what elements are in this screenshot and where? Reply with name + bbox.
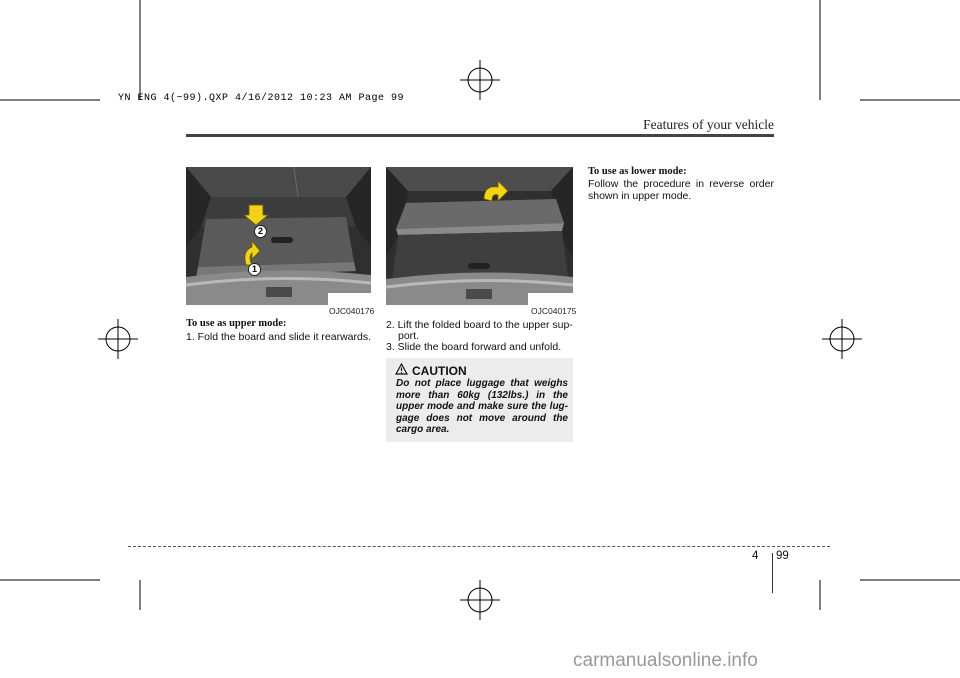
photo-code-tab [328, 293, 371, 305]
photo-code-tab [528, 293, 573, 305]
print-slug: YN ENG 4(~99).QXP 4/16/2012 10:23 AM Page 99 [118, 93, 405, 104]
photo-code-2: OJC040175 [531, 306, 577, 316]
step-2-continuation: port. [398, 330, 420, 342]
header-rule [186, 134, 774, 137]
caution-text: Do not place luggage that weighs more than 60kg (132lbs.) in the upper mode and make sure the lug-gage does not move around the cargo area. [396, 378, 568, 435]
marker-1-badge: 1 [248, 263, 261, 276]
section-title: Features of your vehicle [643, 117, 774, 132]
watermark: carmanualsonline.info [573, 650, 758, 671]
step-1-text: 1. Fold the board and slide it rearwards. [186, 331, 372, 343]
marker-2-badge: 2 [254, 225, 267, 238]
lower-mode-text: Follow the procedure in reverse order shown in upper mode. [588, 178, 774, 202]
chapter-number: 4 [752, 550, 759, 562]
cargo-illustration-2 [386, 167, 573, 305]
lower-mode-subhead: To use as lower mode: [588, 166, 687, 177]
step-3-text: 3. Slide the board forward and unfold. [386, 341, 562, 353]
photo-code-1: OJC040176 [329, 306, 375, 316]
page-separator [772, 553, 773, 593]
page-number: 99 [776, 550, 789, 562]
warning-triangle-icon [395, 363, 408, 375]
cargo-photo-upper-fold [186, 167, 371, 305]
caution-title: CAUTION [412, 364, 467, 378]
upper-mode-subhead: To use as upper mode: [186, 318, 287, 329]
cargo-photo-upper-mode [386, 167, 573, 305]
cargo-illustration-1 [186, 167, 371, 305]
step-2-text: 2. Lift the folded board to the upper sup- [386, 319, 573, 331]
footer-rule [128, 546, 830, 547]
